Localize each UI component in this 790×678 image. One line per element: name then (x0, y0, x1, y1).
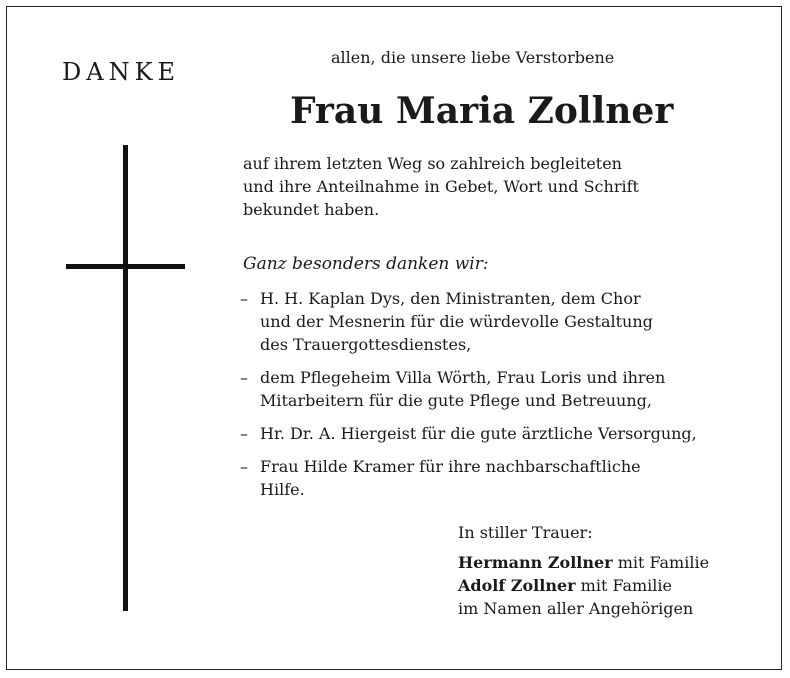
cross-icon-vertical-bar (123, 145, 128, 611)
list-item (240, 455, 770, 501)
list-item-line: H. H. Kaplan Dys, den Ministranten, dem Chor (260, 289, 641, 308)
signature-block (458, 521, 709, 620)
list-item (240, 366, 770, 412)
list-item (240, 287, 770, 356)
special-thanks-heading: Ganz besonders danken wir: (243, 254, 489, 274)
special-thanks-list (240, 287, 770, 511)
paragraph-line: auf ihrem letzten Weg so zahlreich begleiteten (243, 154, 622, 173)
list-item-line: Hr. Dr. A. Hiergeist für die gute ärztliche Versorgung, (260, 424, 697, 443)
paragraph-line: und ihre Anteilnahme in Gebet, Wort und Schrift (243, 177, 639, 196)
signer-name: Adolf Zollner (458, 576, 576, 595)
dash-bullet: – (240, 424, 248, 443)
danke-heading: DANKE (62, 58, 181, 86)
thanks-paragraph (243, 152, 763, 221)
list-item-line: und der Mesnerin für die würdevolle Gestaltung (260, 312, 653, 331)
list-item (240, 422, 770, 445)
list-item-line: des Trauergottesdienstes, (260, 335, 472, 354)
list-item-line: Hilfe. (260, 480, 305, 499)
signer-suffix: mit Familie (612, 553, 710, 572)
deceased-name: Frau Maria Zollner (290, 90, 674, 132)
dash-bullet: – (240, 457, 248, 476)
signer-suffix: mit Familie (575, 576, 672, 595)
list-item-line: Mitarbeitern für die gute Pflege und Betreuung, (260, 391, 652, 410)
signature-closing: im Namen aller Angehörigen (458, 599, 694, 618)
intro-text: allen, die unsere liebe Verstorbene (331, 48, 615, 67)
dash-bullet: – (240, 289, 248, 308)
list-item-line: dem Pflegeheim Villa Wörth, Frau Loris und ihren (260, 368, 666, 387)
signer-name: Hermann Zollner (458, 553, 613, 572)
signer-row (458, 574, 709, 597)
dash-bullet: – (240, 368, 248, 387)
cross-icon-horizontal-bar (66, 264, 185, 269)
paragraph-line: bekundet haben. (243, 200, 380, 219)
signature-heading: In stiller Trauer: (458, 523, 593, 542)
signer-row (458, 551, 709, 574)
list-item-line: Frau Hilde Kramer für ihre nachbarschaftliche (260, 457, 641, 476)
